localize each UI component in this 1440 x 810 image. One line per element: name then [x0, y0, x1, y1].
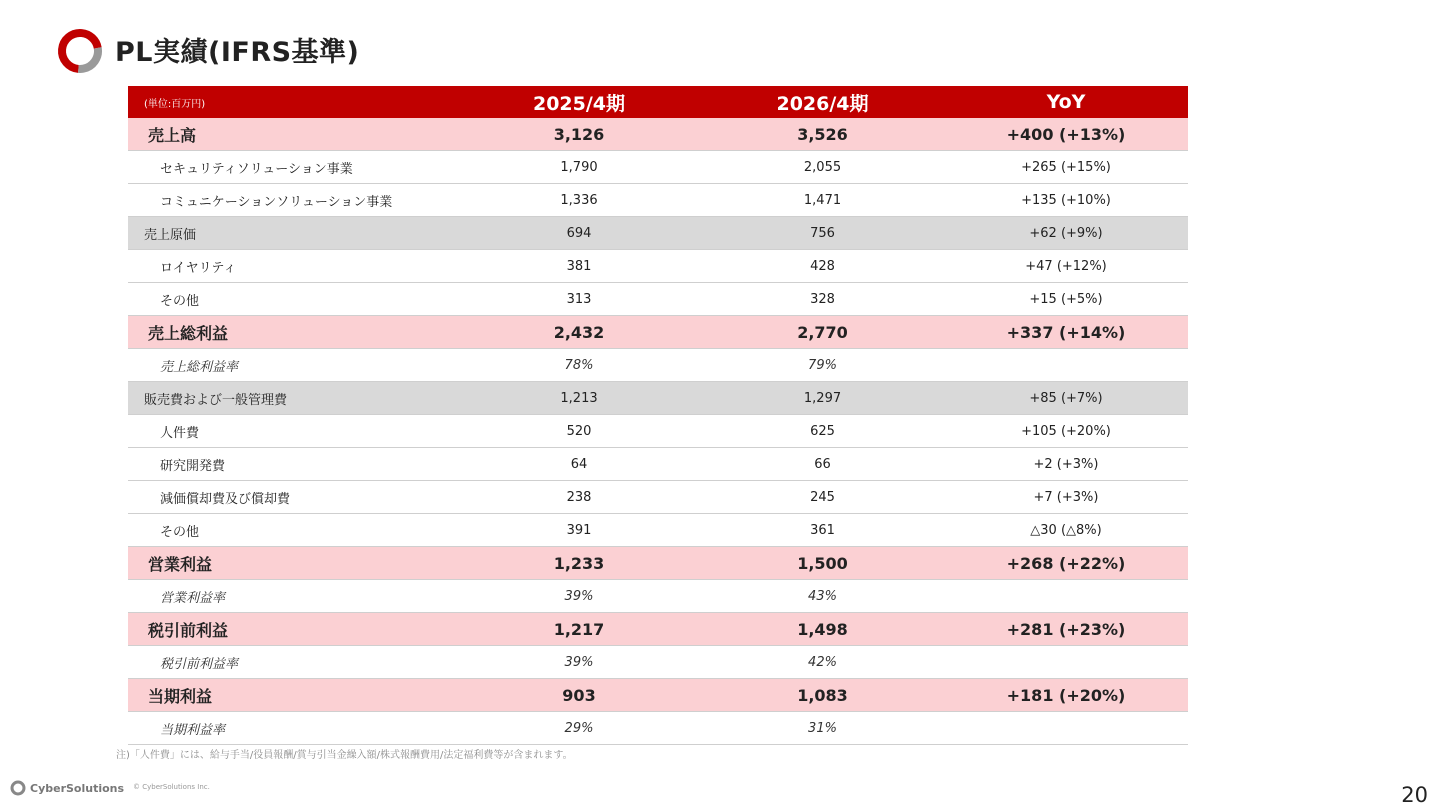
table-row: [128, 415, 1188, 448]
unit-label: (単位:百万円): [128, 86, 457, 118]
value-yoy: +268 (+22%): [944, 547, 1188, 580]
value-yoy: +2 (+3%): [944, 448, 1188, 481]
value-2026: 328: [701, 283, 944, 316]
table-row: [128, 283, 1188, 316]
pl-table: [128, 86, 1188, 745]
table-header-row: [128, 86, 1188, 118]
value-2025: 1,336: [457, 184, 701, 217]
table-row: [128, 250, 1188, 283]
table-row: [128, 184, 1188, 217]
brand-logo: [10, 779, 124, 797]
value-2025: 78%: [457, 349, 701, 382]
value-yoy: [944, 646, 1188, 679]
table-row: [128, 580, 1188, 613]
column-header-2026: 2026/4期: [701, 86, 944, 118]
table-row: [128, 547, 1188, 580]
table-body: [128, 118, 1188, 745]
row-label: 人件費: [128, 415, 457, 448]
value-yoy: +281 (+23%): [944, 613, 1188, 646]
value-2025: 64: [457, 448, 701, 481]
value-2025: 1,217: [457, 613, 701, 646]
row-label: 売上総利益: [128, 316, 457, 349]
value-2026: 66: [701, 448, 944, 481]
row-label: 売上総利益率: [128, 349, 457, 382]
row-label: 販売費および一般管理費: [128, 382, 457, 415]
value-2026: 1,500: [701, 547, 944, 580]
value-yoy: △30 (△8%): [944, 514, 1188, 547]
table-row: [128, 613, 1188, 646]
value-yoy: [944, 712, 1188, 745]
value-yoy: +135 (+10%): [944, 184, 1188, 217]
value-yoy: +181 (+20%): [944, 679, 1188, 712]
value-yoy: +62 (+9%): [944, 217, 1188, 250]
value-2026: 245: [701, 481, 944, 514]
value-2025: 1,233: [457, 547, 701, 580]
column-header-2025: 2025/4期: [457, 86, 701, 118]
table-row: [128, 646, 1188, 679]
table-row: [128, 349, 1188, 382]
value-2025: 39%: [457, 580, 701, 613]
value-2025: 313: [457, 283, 701, 316]
row-label: ロイヤリティ: [128, 250, 457, 283]
value-2026: 428: [701, 250, 944, 283]
value-yoy: +265 (+15%): [944, 151, 1188, 184]
table-row: [128, 514, 1188, 547]
value-2026: 42%: [701, 646, 944, 679]
table-row: [128, 448, 1188, 481]
value-yoy: [944, 580, 1188, 613]
brand-mark-icon: [10, 780, 26, 796]
value-2025: 1,213: [457, 382, 701, 415]
row-label: コミュニケーションソリューション事業: [128, 184, 457, 217]
copyright: © CyberSolutions Inc.: [133, 783, 210, 791]
brand-name: CyberSolutions: [30, 781, 125, 795]
page-title: PL実績(IFRS基準): [115, 37, 360, 68]
value-2025: 39%: [457, 646, 701, 679]
table-row: [128, 382, 1188, 415]
row-label: 税引前利益: [128, 613, 457, 646]
value-2026: 361: [701, 514, 944, 547]
value-2026: 3,526: [701, 118, 944, 151]
row-label: 研究開発費: [128, 448, 457, 481]
value-yoy: +400 (+13%): [944, 118, 1188, 151]
row-label: 営業利益: [128, 547, 457, 580]
table-row: [128, 217, 1188, 250]
row-label: 営業利益率: [128, 580, 457, 613]
value-2026: 756: [701, 217, 944, 250]
row-label: 税引前利益率: [128, 646, 457, 679]
value-2026: 43%: [701, 580, 944, 613]
table-row: [128, 481, 1188, 514]
value-2026: 1,083: [701, 679, 944, 712]
value-2026: 1,297: [701, 382, 944, 415]
row-label: その他: [128, 283, 457, 316]
page-number: 20: [1401, 783, 1428, 807]
value-2025: 694: [457, 217, 701, 250]
row-label: セキュリティソリューション事業: [128, 151, 457, 184]
value-2026: 2,055: [701, 151, 944, 184]
value-2026: 79%: [701, 349, 944, 382]
value-2025: 391: [457, 514, 701, 547]
value-2025: 3,126: [457, 118, 701, 151]
value-yoy: +85 (+7%): [944, 382, 1188, 415]
value-2025: 1,790: [457, 151, 701, 184]
value-2025: 903: [457, 679, 701, 712]
value-2026: 1,498: [701, 613, 944, 646]
value-2026: 1,471: [701, 184, 944, 217]
value-2026: 625: [701, 415, 944, 448]
footnote: 注)「人件費」には、給与手当/役員報酬/賞与引当金繰入額/株式報酬費用/法定福利費等が含まれます。: [116, 750, 573, 761]
logo-ring-icon: [57, 28, 103, 74]
value-2025: 2,432: [457, 316, 701, 349]
value-2025: 520: [457, 415, 701, 448]
value-yoy: +7 (+3%): [944, 481, 1188, 514]
value-2025: 29%: [457, 712, 701, 745]
value-yoy: +15 (+5%): [944, 283, 1188, 316]
table-row: [128, 151, 1188, 184]
column-header-yoy: YoY: [944, 86, 1188, 118]
value-2026: 2,770: [701, 316, 944, 349]
value-2026: 31%: [701, 712, 944, 745]
value-yoy: [944, 349, 1188, 382]
value-yoy: +105 (+20%): [944, 415, 1188, 448]
table-row: [128, 316, 1188, 349]
row-label: 減価償却費及び償却費: [128, 481, 457, 514]
table-row: [128, 712, 1188, 745]
value-yoy: +337 (+14%): [944, 316, 1188, 349]
table-row: [128, 118, 1188, 151]
value-2025: 381: [457, 250, 701, 283]
row-label: 当期利益率: [128, 712, 457, 745]
row-label: 売上原価: [128, 217, 457, 250]
row-label: 当期利益: [128, 679, 457, 712]
row-label: その他: [128, 514, 457, 547]
row-label: 売上高: [128, 118, 457, 151]
table-row: [128, 679, 1188, 712]
value-2025: 238: [457, 481, 701, 514]
value-yoy: +47 (+12%): [944, 250, 1188, 283]
